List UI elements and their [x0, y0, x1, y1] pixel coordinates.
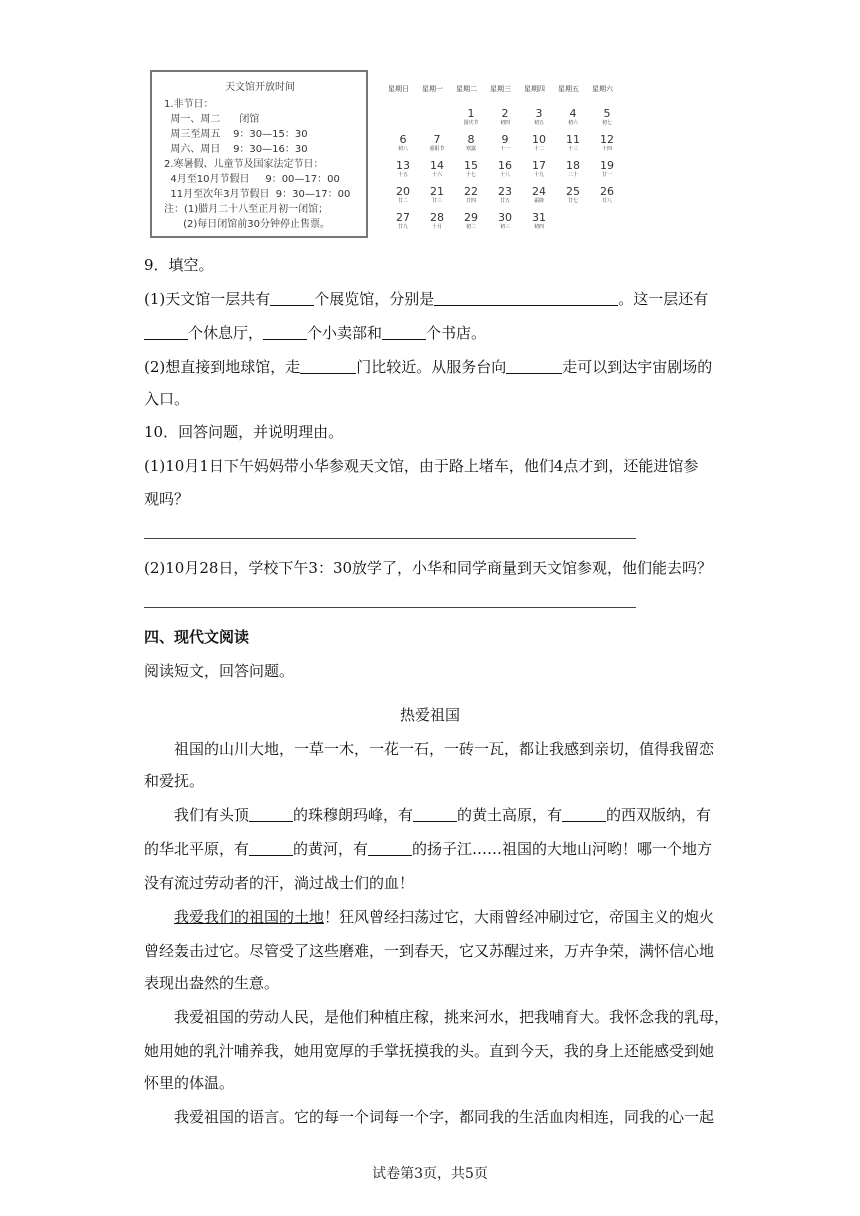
answer-line[interactable] [144, 607, 636, 608]
calendar-lunar-label: 初四 [533, 224, 544, 230]
calendar-weekday-header: 星期日 [388, 85, 409, 93]
calendar-weekday-header: 星期四 [524, 85, 545, 93]
calendar-day-cell [592, 134, 622, 152]
section-title: 四、现代文阅读 [144, 628, 250, 646]
calendar-lunar-label: 廿一 [601, 172, 612, 178]
calendar-lunar-label: 廿三 [431, 198, 442, 204]
opening-hours-line: 周三至周五 9：30—15：30 [164, 129, 308, 140]
calendar-day-number: 25 [566, 185, 580, 198]
calendar-lunar-label: 廿四 [465, 198, 476, 204]
answer-blank[interactable] [506, 359, 562, 374]
calendar-lunar-label: 十八 [499, 172, 510, 178]
october-calendar [382, 84, 642, 234]
q9-part2-line1: (2)想直接到地球馆，走 门比较近。从服务台向 走可以到达宇宙剧场的 [144, 358, 713, 376]
calendar-day-cell [524, 160, 554, 178]
essay-paragraph: 和爱抚。 [144, 772, 205, 790]
calendar-lunar-label: 国庆节 [463, 120, 479, 126]
calendar-lunar-label: 廿八 [601, 198, 612, 204]
answer-line[interactable] [144, 538, 636, 539]
calendar-day-number: 13 [396, 159, 410, 172]
calendar-day-number: 11 [566, 133, 580, 146]
calendar-day-cell [558, 108, 588, 126]
calendar-day-number: 18 [566, 159, 580, 172]
calendar-day-number: 30 [498, 211, 512, 224]
calendar-day-cell [490, 160, 520, 178]
calendar-lunar-label: 初八 [397, 146, 408, 152]
essay-paragraph: 的华北平原，有 的黄河，有 的扬子江……祖国的大地山河哟！哪一个地方 [144, 840, 713, 858]
calendar-lunar-label: 初六 [567, 120, 578, 126]
calendar-day-number: 12 [600, 133, 614, 146]
opening-hours-lines [164, 97, 356, 232]
answer-blank[interactable] [263, 325, 307, 340]
calendar-weekday-header: 星期五 [558, 85, 579, 93]
calendar-day-number: 5 [603, 107, 611, 120]
calendar-day-number: 27 [396, 211, 410, 224]
calendar-day-number: 3 [535, 107, 543, 120]
q10-part1-line2: 观吗？ [144, 490, 190, 508]
calendar-day-cell [524, 212, 554, 230]
essay-title: 热爱祖国 [399, 706, 460, 724]
essay-paragraph: 我们有头顶 的珠穆朗玛峰，有 的黄土高原，有 的西双版纳，有 [174, 806, 712, 824]
opening-hours-line: 周一、周二 闭馆 [164, 114, 260, 125]
calendar-day-cell [422, 160, 452, 178]
calendar-day-number: 20 [396, 185, 410, 198]
essay-paragraph: 我爱祖国的语言。它的每一个词每一个字，都同我的生活血肉相连，同我的心一起 [174, 1108, 715, 1126]
calendar-lunar-label: 二十 [567, 172, 578, 178]
calendar-day-cell [524, 186, 554, 204]
q9-part2-line2: 入口。 [144, 390, 190, 408]
calendar-day-cell [422, 186, 452, 204]
calendar-lunar-label: 霜降 [533, 198, 544, 204]
calendar-lunar-label: 初三 [499, 224, 510, 230]
calendar-day-number: 1 [467, 107, 475, 120]
calendar-day-cell [490, 108, 520, 126]
calendar-lunar-label: 廿九 [397, 224, 408, 230]
calendar-lunar-label: 初二 [465, 224, 476, 230]
answer-blank[interactable] [562, 807, 606, 822]
page-footer: 试卷第3页，共5页 [372, 1166, 488, 1182]
calendar-day-cell [456, 108, 486, 126]
calendar-lunar-label: 十月 [431, 224, 442, 230]
calendar-lunar-label: 十五 [397, 172, 408, 178]
calendar-day-number: 9 [501, 133, 509, 146]
calendar-lunar-label: 初五 [533, 120, 544, 126]
calendar-day-cell [592, 160, 622, 178]
calendar-day-cell [388, 134, 418, 152]
opening-hours-line: 11月至次年3月节假日 9：30—17：00 [164, 189, 351, 200]
essay-paragraph: 怀里的体温。 [144, 1074, 235, 1092]
calendar-day-cell [524, 134, 554, 152]
calendar-day-cell [388, 160, 418, 178]
underlined-sentence: 我爱我们的祖国的土地 [174, 908, 325, 926]
calendar-day-cell [456, 134, 486, 152]
opening-hours-box [150, 70, 368, 238]
reading-instruction: 阅读短文，回答问题。 [144, 662, 295, 680]
calendar-day-number: 29 [464, 211, 478, 224]
calendar-lunar-label: 十一 [499, 146, 510, 152]
calendar-day-cell [524, 108, 554, 126]
calendar-day-number: 26 [600, 185, 614, 198]
answer-blank[interactable] [249, 807, 293, 822]
essay-paragraph: 她用她的乳汁哺养我，她用宽厚的手掌抚摸我的头。直到今天，我的身上还能感受到她 [144, 1042, 715, 1060]
opening-hours-line: 4月至10月节假日 9：00—17：00 [164, 174, 340, 185]
calendar-day-number: 6 [399, 133, 407, 146]
calendar-day-number: 21 [430, 185, 444, 198]
calendar-day-number: 2 [501, 107, 509, 120]
calendar-day-cell [592, 186, 622, 204]
essay-paragraph: 没有流过劳动者的汗，淌过战士们的血！ [144, 874, 415, 892]
q10-title: 10．回答问题，并说明理由。 [144, 423, 344, 441]
opening-hours-line: 2.寒暑假、儿童节及国家法定节日： [164, 159, 324, 170]
essay-paragraph: 表现出盎然的生意。 [144, 974, 280, 992]
q9-part1-line2: 个休息厅， 个小卖部和 个书店。 [144, 322, 486, 343]
calendar-lunar-label: 初七 [601, 120, 612, 126]
calendar-day-number: 16 [498, 159, 512, 172]
calendar-lunar-label: 十二 [533, 146, 544, 152]
calendar-day-cell [558, 134, 588, 152]
q9-part1-line1: (1)天文馆一层共有 个展览馆，分别是 。这一层还有 [144, 290, 709, 308]
calendar-lunar-label: 廿五 [499, 198, 510, 204]
calendar-day-cell [456, 186, 486, 204]
essay-paragraph: 曾经轰击过它。尽管受了这些磨难，一到春天，它又苏醒过来，万卉争荣，满怀信心地 [144, 942, 715, 960]
answer-blank[interactable] [249, 841, 293, 856]
calendar-day-number: 15 [464, 159, 478, 172]
calendar-day-number: 10 [532, 133, 546, 146]
answer-blank[interactable] [300, 359, 356, 374]
calendar-lunar-label: 十七 [465, 172, 476, 178]
calendar-day-cell [456, 212, 486, 230]
essay-paragraph: 我爱我们的祖国的土地！狂风曾经扫荡过它，大雨曾经冲刷过它，帝国主义的炮火 [174, 908, 715, 926]
opening-hours-line: 1.非节日： [164, 99, 214, 110]
calendar-day-number: 17 [532, 159, 546, 172]
calendar-day-cell [388, 212, 418, 230]
essay-paragraph: 祖国的山川大地，一草一木，一花一石，一砖一瓦，都让我感到亲切，值得我留恋 [174, 740, 715, 758]
calendar-day-number: 24 [532, 185, 546, 198]
calendar-day-number: 23 [498, 185, 512, 198]
calendar-day-number: 4 [569, 107, 577, 120]
opening-hours-title: 天文馆开放时间 [225, 82, 295, 93]
calendar-lunar-label: 廿七 [567, 198, 578, 204]
calendar-weekday-header: 星期三 [490, 85, 511, 93]
calendar-day-number: 28 [430, 211, 444, 224]
calendar-day-cell [592, 108, 622, 126]
answer-blank[interactable] [382, 325, 426, 340]
calendar-lunar-label: 十六 [431, 172, 442, 178]
opening-hours-line: (2)每日闭馆前30分钟停止售票。 [164, 219, 330, 230]
calendar-day-number: 31 [532, 211, 546, 224]
calendar-weekday-header: 星期六 [592, 85, 613, 93]
calendar-day-number: 7 [433, 133, 441, 146]
calendar-lunar-label: 重阳节 [429, 146, 445, 152]
calendar-lunar-label: 十三 [567, 146, 578, 152]
q9-title: 9．填空。 [144, 256, 214, 274]
opening-hours-line: 注：(1)腊月二十八至正月初一闭馆； [164, 204, 329, 215]
calendar-day-number: 14 [430, 159, 444, 172]
answer-blank[interactable] [413, 807, 457, 822]
answer-blank[interactable] [270, 291, 314, 306]
calendar-day-cell [422, 212, 452, 230]
q10-part1-line1: (1)10月1日下午妈妈带小华参观天文馆，由于路上堵车，他们4点才到，还能进馆参 [144, 457, 699, 475]
calendar-lunar-label: 十九 [533, 172, 544, 178]
calendar-day-cell [558, 160, 588, 178]
answer-blank[interactable] [368, 841, 412, 856]
calendar-day-cell [456, 160, 486, 178]
calendar-lunar-label: 初四 [499, 120, 510, 126]
calendar-lunar-label: 廿二 [397, 198, 408, 204]
calendar-day-cell [388, 186, 418, 204]
opening-hours-line: 周六、周日 9：30—16：30 [164, 144, 308, 155]
calendar-day-cell [422, 134, 452, 152]
calendar-day-cell [490, 212, 520, 230]
calendar-day-cell [558, 186, 588, 204]
calendar-lunar-label: 寒露 [465, 146, 476, 152]
essay-paragraph: 我爱祖国的劳动人民，是他们种植庄稼，挑来河水，把我哺育大。我怀念我的乳母， [174, 1008, 730, 1026]
calendar-weekday-header: 星期一 [422, 85, 443, 93]
calendar-day-number: 22 [464, 185, 478, 198]
calendar-day-cell [490, 134, 520, 152]
calendar-weekday-header: 星期二 [456, 85, 477, 93]
q10-part2: (2)10月28日，学校下午3：30放学了，小华和同学商量到天文馆参观，他们能去吗？ [144, 559, 713, 577]
calendar-day-cell [490, 186, 520, 204]
calendar-lunar-label: 十四 [601, 146, 612, 152]
calendar-day-number: 8 [467, 133, 475, 146]
answer-blank[interactable] [434, 291, 618, 306]
calendar-day-number: 19 [600, 159, 614, 172]
answer-blank[interactable] [144, 325, 188, 340]
